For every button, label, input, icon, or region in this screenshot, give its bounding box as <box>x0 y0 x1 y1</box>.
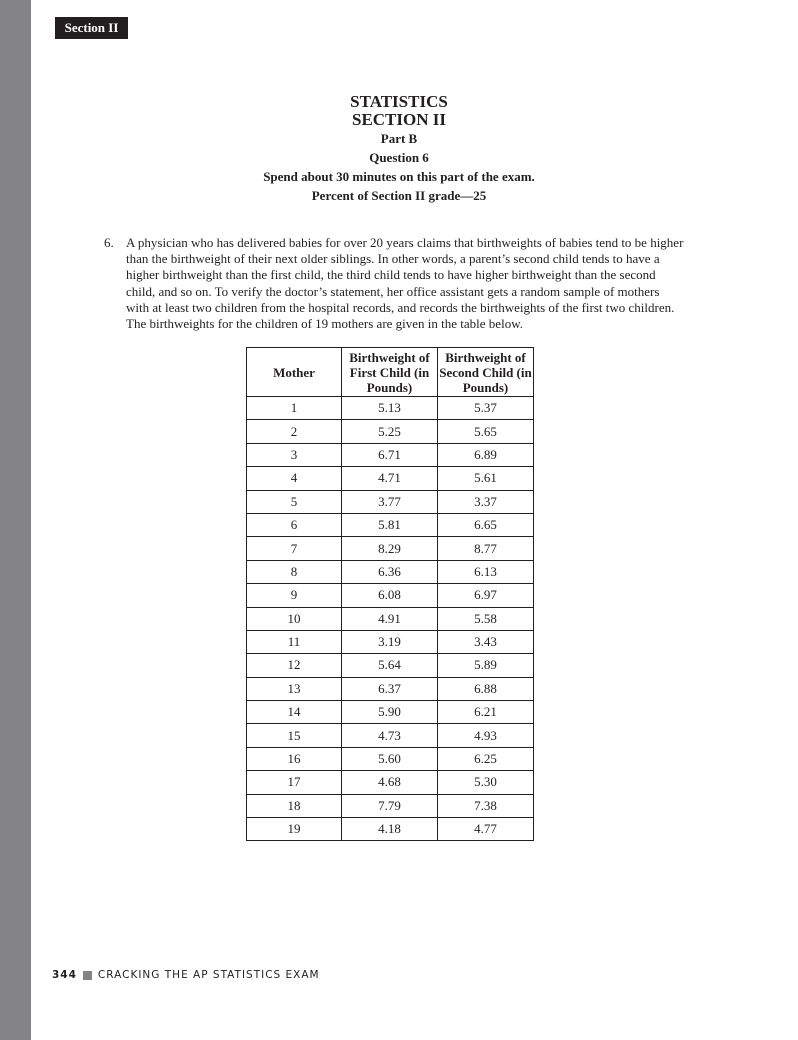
cell-second-child: 5.65 <box>438 420 534 443</box>
cell-first-child: 5.60 <box>342 747 438 770</box>
cell-mother: 1 <box>247 397 342 420</box>
cell-second-child: 6.13 <box>438 560 534 583</box>
table-row <box>247 677 534 700</box>
cell-second-child: 5.61 <box>438 467 534 490</box>
cell-mother: 6 <box>247 513 342 536</box>
question-block <box>104 235 684 332</box>
cell-mother: 18 <box>247 794 342 817</box>
cell-mother: 13 <box>247 677 342 700</box>
cell-mother: 10 <box>247 607 342 630</box>
table-row <box>247 490 534 513</box>
cell-first-child: 4.71 <box>342 467 438 490</box>
exam-header <box>0 93 798 205</box>
cell-first-child: 5.25 <box>342 420 438 443</box>
header-question: Question 6 <box>369 150 429 165</box>
table-row <box>247 513 534 536</box>
table-row <box>247 443 534 466</box>
cell-first-child: 8.29 <box>342 537 438 560</box>
table-row <box>247 607 534 630</box>
cell-mother: 14 <box>247 701 342 724</box>
cell-first-child: 6.08 <box>342 584 438 607</box>
table-header-row <box>247 348 534 397</box>
table-row <box>247 794 534 817</box>
cell-second-child: 6.88 <box>438 677 534 700</box>
cell-first-child: 5.64 <box>342 654 438 677</box>
table-row <box>247 654 534 677</box>
table-row <box>247 771 534 794</box>
cell-mother: 12 <box>247 654 342 677</box>
cell-first-child: 4.18 <box>342 818 438 841</box>
cell-second-child: 4.93 <box>438 724 534 747</box>
cell-first-child: 6.36 <box>342 560 438 583</box>
cell-second-child: 5.58 <box>438 607 534 630</box>
table-row <box>247 701 534 724</box>
section-tab: Section II <box>55 17 128 39</box>
table-row <box>247 420 534 443</box>
header-title: STATISTICS <box>350 92 448 111</box>
cell-first-child: 4.68 <box>342 771 438 794</box>
cell-second-child: 8.77 <box>438 537 534 560</box>
cell-second-child: 6.89 <box>438 443 534 466</box>
cell-second-child: 5.30 <box>438 771 534 794</box>
header-time-note: Spend about 30 minutes on this part of the exam. <box>263 169 535 184</box>
cell-second-child: 6.21 <box>438 701 534 724</box>
page-footer <box>52 969 320 981</box>
header-part: Part B <box>380 131 418 146</box>
table-row <box>247 818 534 841</box>
header-mother: Mother <box>247 348 342 397</box>
cell-mother: 15 <box>247 724 342 747</box>
header-second-child: Birthweight of Second Child (in Pounds) <box>439 349 532 395</box>
cell-first-child: 5.13 <box>342 397 438 420</box>
cell-first-child: 6.37 <box>342 677 438 700</box>
cell-mother: 5 <box>247 490 342 513</box>
table-row <box>247 724 534 747</box>
header-percent-note: Percent of Section II grade—25 <box>311 188 487 203</box>
cell-first-child: 7.79 <box>342 794 438 817</box>
square-bullet-icon <box>83 971 92 980</box>
cell-second-child: 3.43 <box>438 630 534 653</box>
cell-mother: 16 <box>247 747 342 770</box>
table-row <box>247 397 534 420</box>
book-title: CRACKING THE AP STATISTICS EXAM <box>97 969 320 981</box>
table-row <box>247 560 534 583</box>
table-row <box>247 630 534 653</box>
cell-mother: 2 <box>247 420 342 443</box>
cell-first-child: 3.77 <box>342 490 438 513</box>
cell-mother: 7 <box>247 537 342 560</box>
cell-mother: 17 <box>247 771 342 794</box>
cell-first-child: 5.90 <box>342 701 438 724</box>
cell-second-child: 5.37 <box>438 397 534 420</box>
cell-mother: 9 <box>247 584 342 607</box>
header-section: SECTION II <box>351 110 446 129</box>
cell-second-child: 6.25 <box>438 747 534 770</box>
cell-mother: 11 <box>247 630 342 653</box>
cell-mother: 3 <box>247 443 342 466</box>
cell-second-child: 6.97 <box>438 584 534 607</box>
cell-second-child: 3.37 <box>438 490 534 513</box>
cell-mother: 4 <box>247 467 342 490</box>
cell-first-child: 3.19 <box>342 630 438 653</box>
table-row <box>247 537 534 560</box>
birthweight-table <box>246 347 534 841</box>
cell-second-child: 5.89 <box>438 654 534 677</box>
cell-first-child: 4.91 <box>342 607 438 630</box>
cell-second-child: 4.77 <box>438 818 534 841</box>
table-row <box>247 467 534 490</box>
question-number: 6. <box>104 235 114 250</box>
cell-second-child: 6.65 <box>438 513 534 536</box>
table-row <box>247 584 534 607</box>
cell-first-child: 5.81 <box>342 513 438 536</box>
page-number: 344 <box>52 969 77 981</box>
cell-first-child: 4.73 <box>342 724 438 747</box>
cell-mother: 19 <box>247 818 342 841</box>
cell-first-child: 6.71 <box>342 443 438 466</box>
cell-mother: 8 <box>247 560 342 583</box>
table-row <box>247 747 534 770</box>
cell-second-child: 7.38 <box>438 794 534 817</box>
question-text: A physician who has delivered babies for over 20 years claims that birthweights of babies tend to be higher than the birthweight of their next older siblings. In other words, a parent’s second child tends to have a higher birthweight than the first child, the third child tends to have higher birthweight than the second child, and so on. To verify the doctor’s statement, her office assistant gets a random sample of mothers with at least two children from the hospital records, and records the birthweights of the first two children. The birthweights for the children of 19 mothers are given in the table below. <box>126 235 684 332</box>
header-first-child: Birthweight of First Child (in Pounds) <box>342 348 438 397</box>
